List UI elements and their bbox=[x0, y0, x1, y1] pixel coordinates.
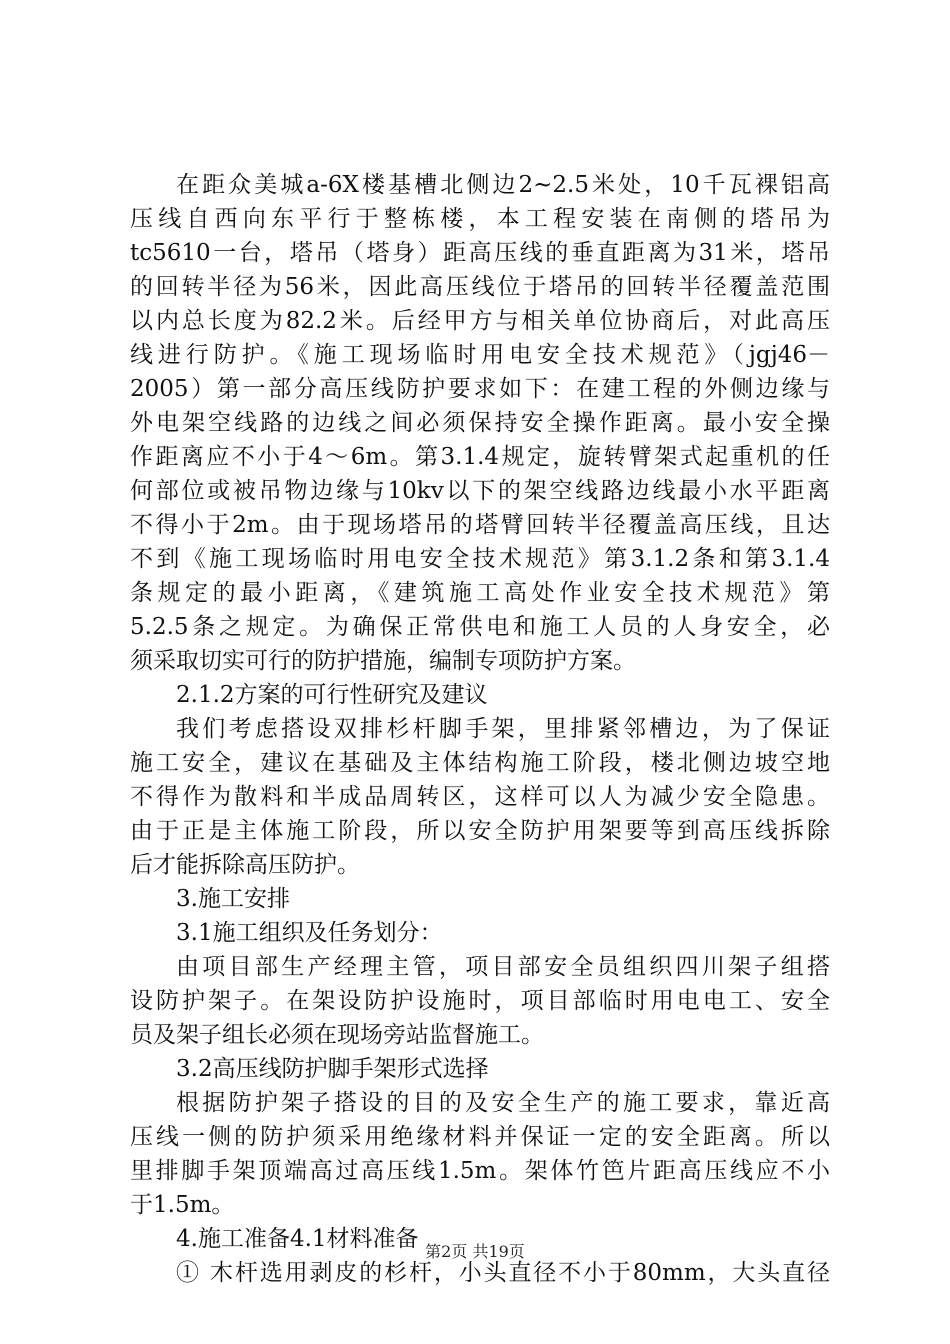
text-line: 5.2.5条之规定。为确保正常供电和施工人员的人身安全，必 bbox=[130, 614, 830, 640]
page-footer bbox=[0, 1240, 950, 1264]
text-line: ① 木杆选用剥皮的杉杆，小头直径不小于80mm，大头直径 bbox=[176, 1260, 830, 1286]
text-line: 以内总长度为82.2米。后经甲方与相关单位协商后，对此高压 bbox=[130, 308, 830, 334]
text-line: 不得作为散料和半成品周转区，这样可以人为减少安全隐患。 bbox=[130, 784, 830, 810]
text-line: 施工安全，建议在基础及主体结构施工阶段，楼北侧边坡空地 bbox=[130, 750, 830, 776]
text-line: 2005）第一部分高压线防护要求如下：在建工程的外侧边缘与 bbox=[130, 376, 830, 402]
section-heading: 2.1.2方案的可行性研究及建议 bbox=[176, 682, 488, 708]
text-line: 员及架子组长必须在现场旁站监督施工。 bbox=[130, 1022, 544, 1048]
text-line: 线进行防护。《施工现场临时用电安全技术规范》（jgj46－ bbox=[130, 342, 830, 368]
text-line: 后才能拆除高压防护。 bbox=[130, 852, 360, 878]
text-line: 何部位或被吊物边缘与10kv以下的架空线路边线最小水平距离 bbox=[130, 478, 830, 504]
section-heading: 4.施工准备4.1材料准备 bbox=[176, 1226, 419, 1252]
section-heading: 3.1施工组织及任务划分： bbox=[176, 920, 443, 946]
text-line: 我们考虑搭设双排杉杆脚手架，里排紧邻槽边，为了保证 bbox=[176, 716, 830, 742]
text-line: 在距众美城a-6X楼基槽北侧边2~2.5米处，10千瓦裸铝高 bbox=[176, 172, 830, 198]
document-body bbox=[130, 168, 830, 1290]
section-heading: 3.2高压线防护脚手架形式选择 bbox=[176, 1056, 489, 1082]
text-line: 里排脚手架顶端高过高压线1.5m。架体竹笆片距高压线应不小 bbox=[130, 1158, 830, 1184]
text-line: 压线一侧的防护须采用绝缘材料并保证一定的安全距离。所以 bbox=[130, 1124, 830, 1150]
text-line: 的回转半径为56米，因此高压线位于塔吊的回转半径覆盖范围 bbox=[130, 274, 830, 300]
text-line: 设防护架子。在架设防护设施时，项目部临时用电电工、安全 bbox=[130, 988, 830, 1014]
text-line: 作距离应不小于4～6m。第3.1.4规定，旋转臂架式起重机的任 bbox=[130, 444, 830, 470]
text-line: 由于正是主体施工阶段，所以安全防护用架要等到高压线拆除 bbox=[130, 818, 830, 844]
section-heading: 3.施工安排 bbox=[176, 886, 290, 912]
text-line: 由项目部生产经理主管，项目部安全员组织四川架子组搭 bbox=[176, 954, 830, 980]
text-line: 不到《施工现场临时用电安全技术规范》第3.1.2条和第3.1.4 bbox=[130, 546, 830, 572]
text-line: 外电架空线路的边线之间必须保持安全操作距离。最小安全操 bbox=[130, 410, 830, 436]
text-line: 于1.5m。 bbox=[130, 1192, 235, 1218]
text-line: 条规定的最小距离，《建筑施工高处作业安全技术规范》第 bbox=[130, 580, 830, 606]
text-line: 须采取切实可行的防护措施，编制专项防护方案。 bbox=[130, 648, 636, 674]
text-line: tc5610一台，塔吊（塔身）距高压线的垂直距离为31米，塔吊 bbox=[130, 240, 830, 266]
page-number: 第2页 共19页 bbox=[425, 1242, 525, 1261]
text-line: 不得小于2m。由于现场塔吊的塔臂回转半径覆盖高压线，且达 bbox=[130, 512, 830, 538]
text-line: 压线自西向东平行于整栋楼，本工程安装在南侧的塔吊为 bbox=[130, 206, 830, 232]
text-line: 根据防护架子搭设的目的及安全生产的施工要求，靠近高 bbox=[176, 1090, 830, 1116]
